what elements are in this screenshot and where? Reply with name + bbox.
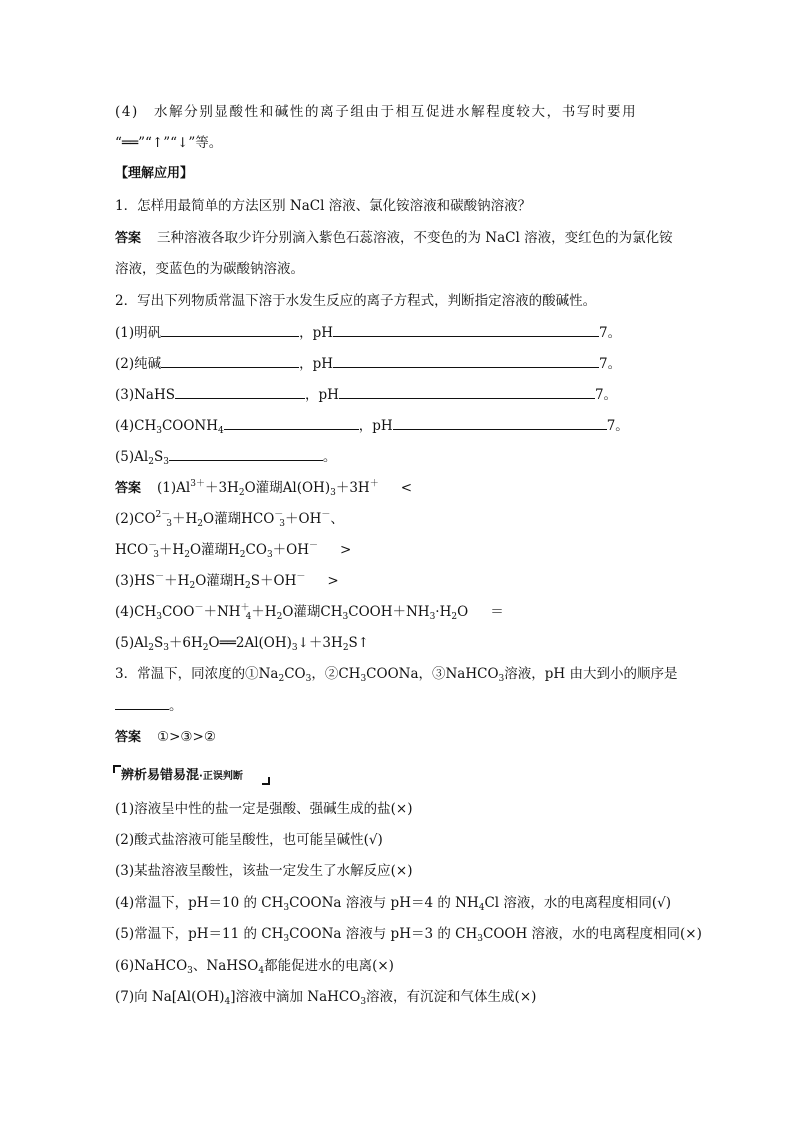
eq-text: O bbox=[195, 573, 207, 589]
fill-blank-ph[interactable] bbox=[333, 353, 599, 368]
q2-item-2 bbox=[115, 353, 621, 374]
answer-1-line1 bbox=[115, 228, 673, 249]
q2-item-end: 。 bbox=[322, 449, 337, 465]
superscript: － bbox=[296, 572, 306, 582]
superscript: ＋ bbox=[369, 479, 379, 489]
subscript: 4 bbox=[245, 612, 252, 622]
eq-text: CO bbox=[245, 542, 267, 558]
subscript: 2 bbox=[184, 550, 190, 560]
eq-text: ＋H bbox=[164, 573, 190, 589]
superscript: 3＋ bbox=[190, 479, 205, 489]
q2-item-label: (3)NaHS bbox=[115, 387, 176, 403]
eq-text: COO bbox=[161, 604, 195, 620]
superscript: － bbox=[309, 541, 319, 551]
eq-text: ＋H bbox=[172, 511, 198, 527]
eq-text: (5)Al bbox=[115, 635, 149, 651]
subscript: 4 bbox=[478, 903, 485, 913]
q2-item-end: 7。 bbox=[599, 356, 622, 372]
q3-text: ，②CH bbox=[311, 666, 361, 682]
judge-text: 都能促进水的电离(×) bbox=[264, 958, 394, 974]
eq-text: ＋H bbox=[251, 604, 277, 620]
eq-text: Al(OH) bbox=[282, 480, 331, 496]
q2-item-label: S bbox=[153, 449, 164, 465]
eq-text: (3)HS bbox=[115, 573, 156, 589]
judge-item-4 bbox=[115, 893, 671, 915]
subscript: 3 bbox=[266, 550, 273, 560]
ph-relation: ＝ bbox=[490, 604, 504, 620]
answer-2-line6 bbox=[115, 633, 369, 655]
subscript: 3 bbox=[342, 612, 349, 622]
q3-text: 。 bbox=[169, 698, 183, 714]
eq-text: ＋3H bbox=[204, 480, 239, 496]
q2-item-ph: ，pH bbox=[299, 356, 334, 372]
subscript: 4 bbox=[224, 997, 231, 1007]
judge-text: 溶液，有沉淀和气体生成(×) bbox=[366, 989, 537, 1005]
note-4-line1: (4) 水解分别显酸性和碱性的离子组由于相互促进水解程度较大，书写时要用 bbox=[115, 104, 638, 120]
answer-label: 答案 bbox=[115, 730, 142, 745]
judge-item-7 bbox=[115, 987, 536, 1009]
judge-item-6 bbox=[115, 956, 394, 978]
eq-text: H bbox=[228, 542, 240, 558]
ph-relation: > bbox=[327, 573, 339, 589]
eq-text: S↑ bbox=[348, 635, 370, 651]
section-heading-judge bbox=[121, 764, 243, 783]
subscript: 2 bbox=[238, 488, 245, 498]
subscript: 3 bbox=[163, 457, 169, 467]
eq-text: ＋OH bbox=[272, 542, 310, 558]
judge-item-5 bbox=[115, 924, 702, 946]
superscript: ＋ bbox=[240, 603, 250, 613]
reversible-arrow-glyph: 灌瑚 bbox=[293, 604, 321, 620]
answer-1-line2: 溶液，变蓝色的为碳酸钠溶液。 bbox=[115, 261, 304, 277]
subscript: 2 bbox=[189, 581, 196, 591]
ph-relation: > bbox=[340, 542, 352, 558]
reversible-arrow-glyph: 灌瑚 bbox=[206, 573, 234, 589]
eq-text: HCO bbox=[241, 511, 275, 527]
answer-2-line4 bbox=[115, 571, 339, 593]
q2-item-label: (4)CH bbox=[115, 418, 157, 434]
q2-item-end: 7。 bbox=[606, 418, 629, 434]
eq-text: HCO bbox=[115, 542, 149, 558]
fill-blank-equation[interactable] bbox=[169, 446, 323, 461]
note-4-line2: “══”“↑”“↓”等。 bbox=[115, 135, 223, 151]
q2-item-label: COONH bbox=[161, 418, 219, 434]
subscript: 3 bbox=[156, 612, 162, 622]
eq-text: (4)CH bbox=[115, 604, 157, 620]
reversible-arrow-glyph: 灌瑚 bbox=[255, 480, 283, 496]
fill-blank-ph[interactable] bbox=[333, 322, 599, 337]
eq-text: S bbox=[153, 635, 164, 651]
q2-item-4 bbox=[115, 415, 629, 438]
eq-text: O bbox=[189, 542, 202, 558]
judge-text: 、NaHSO bbox=[192, 958, 259, 974]
answer-2-line2 bbox=[115, 509, 344, 531]
eq-text: H bbox=[233, 573, 246, 589]
q2-item-end: 7。 bbox=[599, 325, 622, 341]
corner-bracket-bottom-right bbox=[262, 777, 270, 785]
judge-text: COONa 溶液与 pH＝4 的 NH bbox=[289, 895, 479, 911]
judge-text: (4)常温下，pH＝10 的 CH bbox=[115, 895, 284, 911]
question-3-line1 bbox=[115, 664, 677, 686]
q2-item-ph: ，pH bbox=[305, 387, 339, 403]
question-1: 1．怎样用最简单的方法区别 NaCl 溶液、氯化铵溶液和碳酸钠溶液？ bbox=[115, 198, 532, 214]
subscript: 2 bbox=[148, 457, 154, 467]
section-heading-main: 辨析易错易混 bbox=[121, 768, 200, 783]
subscript: 3 bbox=[153, 550, 159, 560]
judge-text: COOH 溶液，水的电离程度相同(×) bbox=[482, 926, 702, 942]
q2-item-5 bbox=[115, 446, 336, 469]
judge-text: Cl 溶液，水的电离程度相同(√) bbox=[484, 895, 672, 911]
eq-text: ＋3H bbox=[335, 480, 370, 496]
reversible-arrow-glyph: 灌瑚 bbox=[201, 542, 229, 558]
subscript: 3 bbox=[187, 966, 193, 976]
eq-text: ＋6H bbox=[168, 635, 203, 651]
answer-1-text: 三种溶液各取少许分别滴入紫色石蕊溶液，不变色的为 NaCl 溶液，变红色的为氯化铵 bbox=[157, 230, 673, 246]
answer-3 bbox=[115, 727, 216, 748]
q3-text: 3．常温下，同浓度的①Na bbox=[115, 666, 279, 682]
eq-text: ＋H bbox=[158, 542, 185, 558]
subscript: 3 bbox=[429, 612, 436, 622]
answer-2-line5 bbox=[115, 602, 504, 624]
q2-item-label: (5)Al bbox=[115, 449, 149, 465]
q3-text: CO bbox=[284, 666, 306, 682]
eq-text: 、 bbox=[330, 511, 344, 527]
section-heading-understanding: 【理解应用】 bbox=[115, 166, 194, 181]
subscript: 3 bbox=[283, 934, 290, 944]
q2-item-ph: ，pH bbox=[358, 418, 393, 434]
eq-text: ·H bbox=[435, 604, 452, 620]
answer-label: 答案 bbox=[115, 231, 142, 246]
subscript: 3 bbox=[163, 643, 169, 653]
subscript: 2 bbox=[278, 674, 285, 684]
eq-text: (1)Al bbox=[157, 480, 191, 496]
ph-relation: < bbox=[400, 480, 413, 496]
eq-text: O══2Al(OH) bbox=[208, 635, 292, 651]
subscript: 3 bbox=[279, 519, 286, 529]
judge-item-3: (3)某盐溶液呈酸性，该盐一定发生了水解反应(×) bbox=[115, 863, 413, 879]
reversible-arrow-glyph: 灌瑚 bbox=[214, 511, 242, 527]
subscript: 4 bbox=[258, 966, 265, 976]
subscript: 2 bbox=[342, 643, 349, 653]
judge-item-1: (1)溶液呈中性的盐一定是强酸、强碱生成的盐(×) bbox=[115, 801, 413, 817]
subscript: 3 bbox=[283, 903, 290, 913]
judge-text: ]溶液中滴加 NaHCO bbox=[230, 989, 361, 1005]
eq-text: O bbox=[282, 604, 294, 620]
answer-label: 答案 bbox=[115, 481, 142, 496]
superscript: 2－ bbox=[155, 510, 171, 520]
subscript: 3 bbox=[291, 643, 298, 653]
superscript: － bbox=[194, 603, 204, 613]
superscript: － bbox=[155, 572, 165, 582]
fill-blank-equation[interactable] bbox=[161, 353, 299, 368]
corner-bracket-top-left bbox=[113, 765, 121, 773]
q3-text: COONa，③NaHCO bbox=[366, 666, 499, 682]
q2-item-ph: ，pH bbox=[299, 325, 334, 341]
eq-text: ↓＋3H bbox=[297, 635, 343, 651]
fill-blank-equation[interactable] bbox=[161, 322, 299, 337]
q3-text: 溶液，pH 由大到小的顺序是 bbox=[504, 666, 678, 682]
subscript: 2 bbox=[202, 643, 209, 653]
subscript: 3 bbox=[360, 997, 367, 1007]
subscript: 3 bbox=[498, 674, 505, 684]
answer-3-text: ①>③>② bbox=[157, 729, 216, 745]
q2-item-label: (1)明矾 bbox=[115, 325, 162, 341]
subscript: 3 bbox=[156, 426, 162, 436]
answer-2-line3 bbox=[115, 540, 351, 562]
subscript: 3 bbox=[477, 934, 483, 944]
eq-text: O bbox=[457, 604, 469, 620]
subscript: 3 bbox=[360, 674, 367, 684]
subscript: 2 bbox=[276, 612, 283, 622]
subscript: 3 bbox=[330, 488, 336, 498]
subscript: 4 bbox=[218, 426, 224, 436]
question-2: 2．写出下列物质常温下溶于水发生反应的离子方程式，判断指定溶液的酸碱性。 bbox=[115, 293, 597, 309]
eq-text: CH bbox=[320, 604, 343, 620]
q2-item-end: 7。 bbox=[594, 387, 618, 403]
subscript: 2 bbox=[451, 612, 458, 622]
judge-text: (6)NaHCO bbox=[115, 958, 188, 974]
fill-blank-equation[interactable] bbox=[224, 415, 359, 430]
subscript: 2 bbox=[148, 643, 154, 653]
eq-text: COOH＋NH bbox=[348, 604, 430, 620]
eq-text: ＋OH bbox=[285, 511, 322, 527]
judge-text: COONa 溶液与 pH＝3 的 CH bbox=[289, 926, 478, 942]
subscript: 3 bbox=[166, 519, 172, 529]
eq-text: O bbox=[244, 480, 256, 496]
eq-text: (2)CO bbox=[115, 511, 156, 527]
subscript: 2 bbox=[245, 581, 251, 591]
judge-item-2: (2)酸式盐溶液可能呈酸性，也可能呈碱性(√) bbox=[115, 832, 383, 848]
question-3-line2 bbox=[115, 695, 183, 716]
superscript: － bbox=[274, 510, 284, 520]
subscript: 2 bbox=[197, 519, 204, 529]
superscript: － bbox=[148, 541, 158, 551]
subscript: 3 bbox=[305, 674, 312, 684]
superscript: － bbox=[321, 510, 331, 520]
q2-item-3 bbox=[115, 384, 617, 405]
subscript: 2 bbox=[239, 550, 246, 560]
fill-blank-ph[interactable] bbox=[393, 415, 607, 430]
eq-text: S＋OH bbox=[250, 573, 297, 589]
judge-text: (5)常温下，pH＝11 的 CH bbox=[115, 926, 284, 942]
section-heading-sub: ·正误判断 bbox=[199, 771, 243, 782]
judge-text: (7)向 Na[Al(OH) bbox=[115, 989, 225, 1005]
fill-blank-equation[interactable] bbox=[175, 384, 305, 399]
answer-2-line1 bbox=[115, 478, 412, 500]
q2-item-1 bbox=[115, 322, 621, 343]
fill-blank-order[interactable] bbox=[115, 695, 169, 710]
q2-item-label: (2)纯碱 bbox=[115, 356, 162, 372]
eq-text: ＋NH bbox=[203, 604, 241, 620]
fill-blank-ph[interactable] bbox=[339, 384, 595, 399]
eq-text: O bbox=[203, 511, 215, 527]
